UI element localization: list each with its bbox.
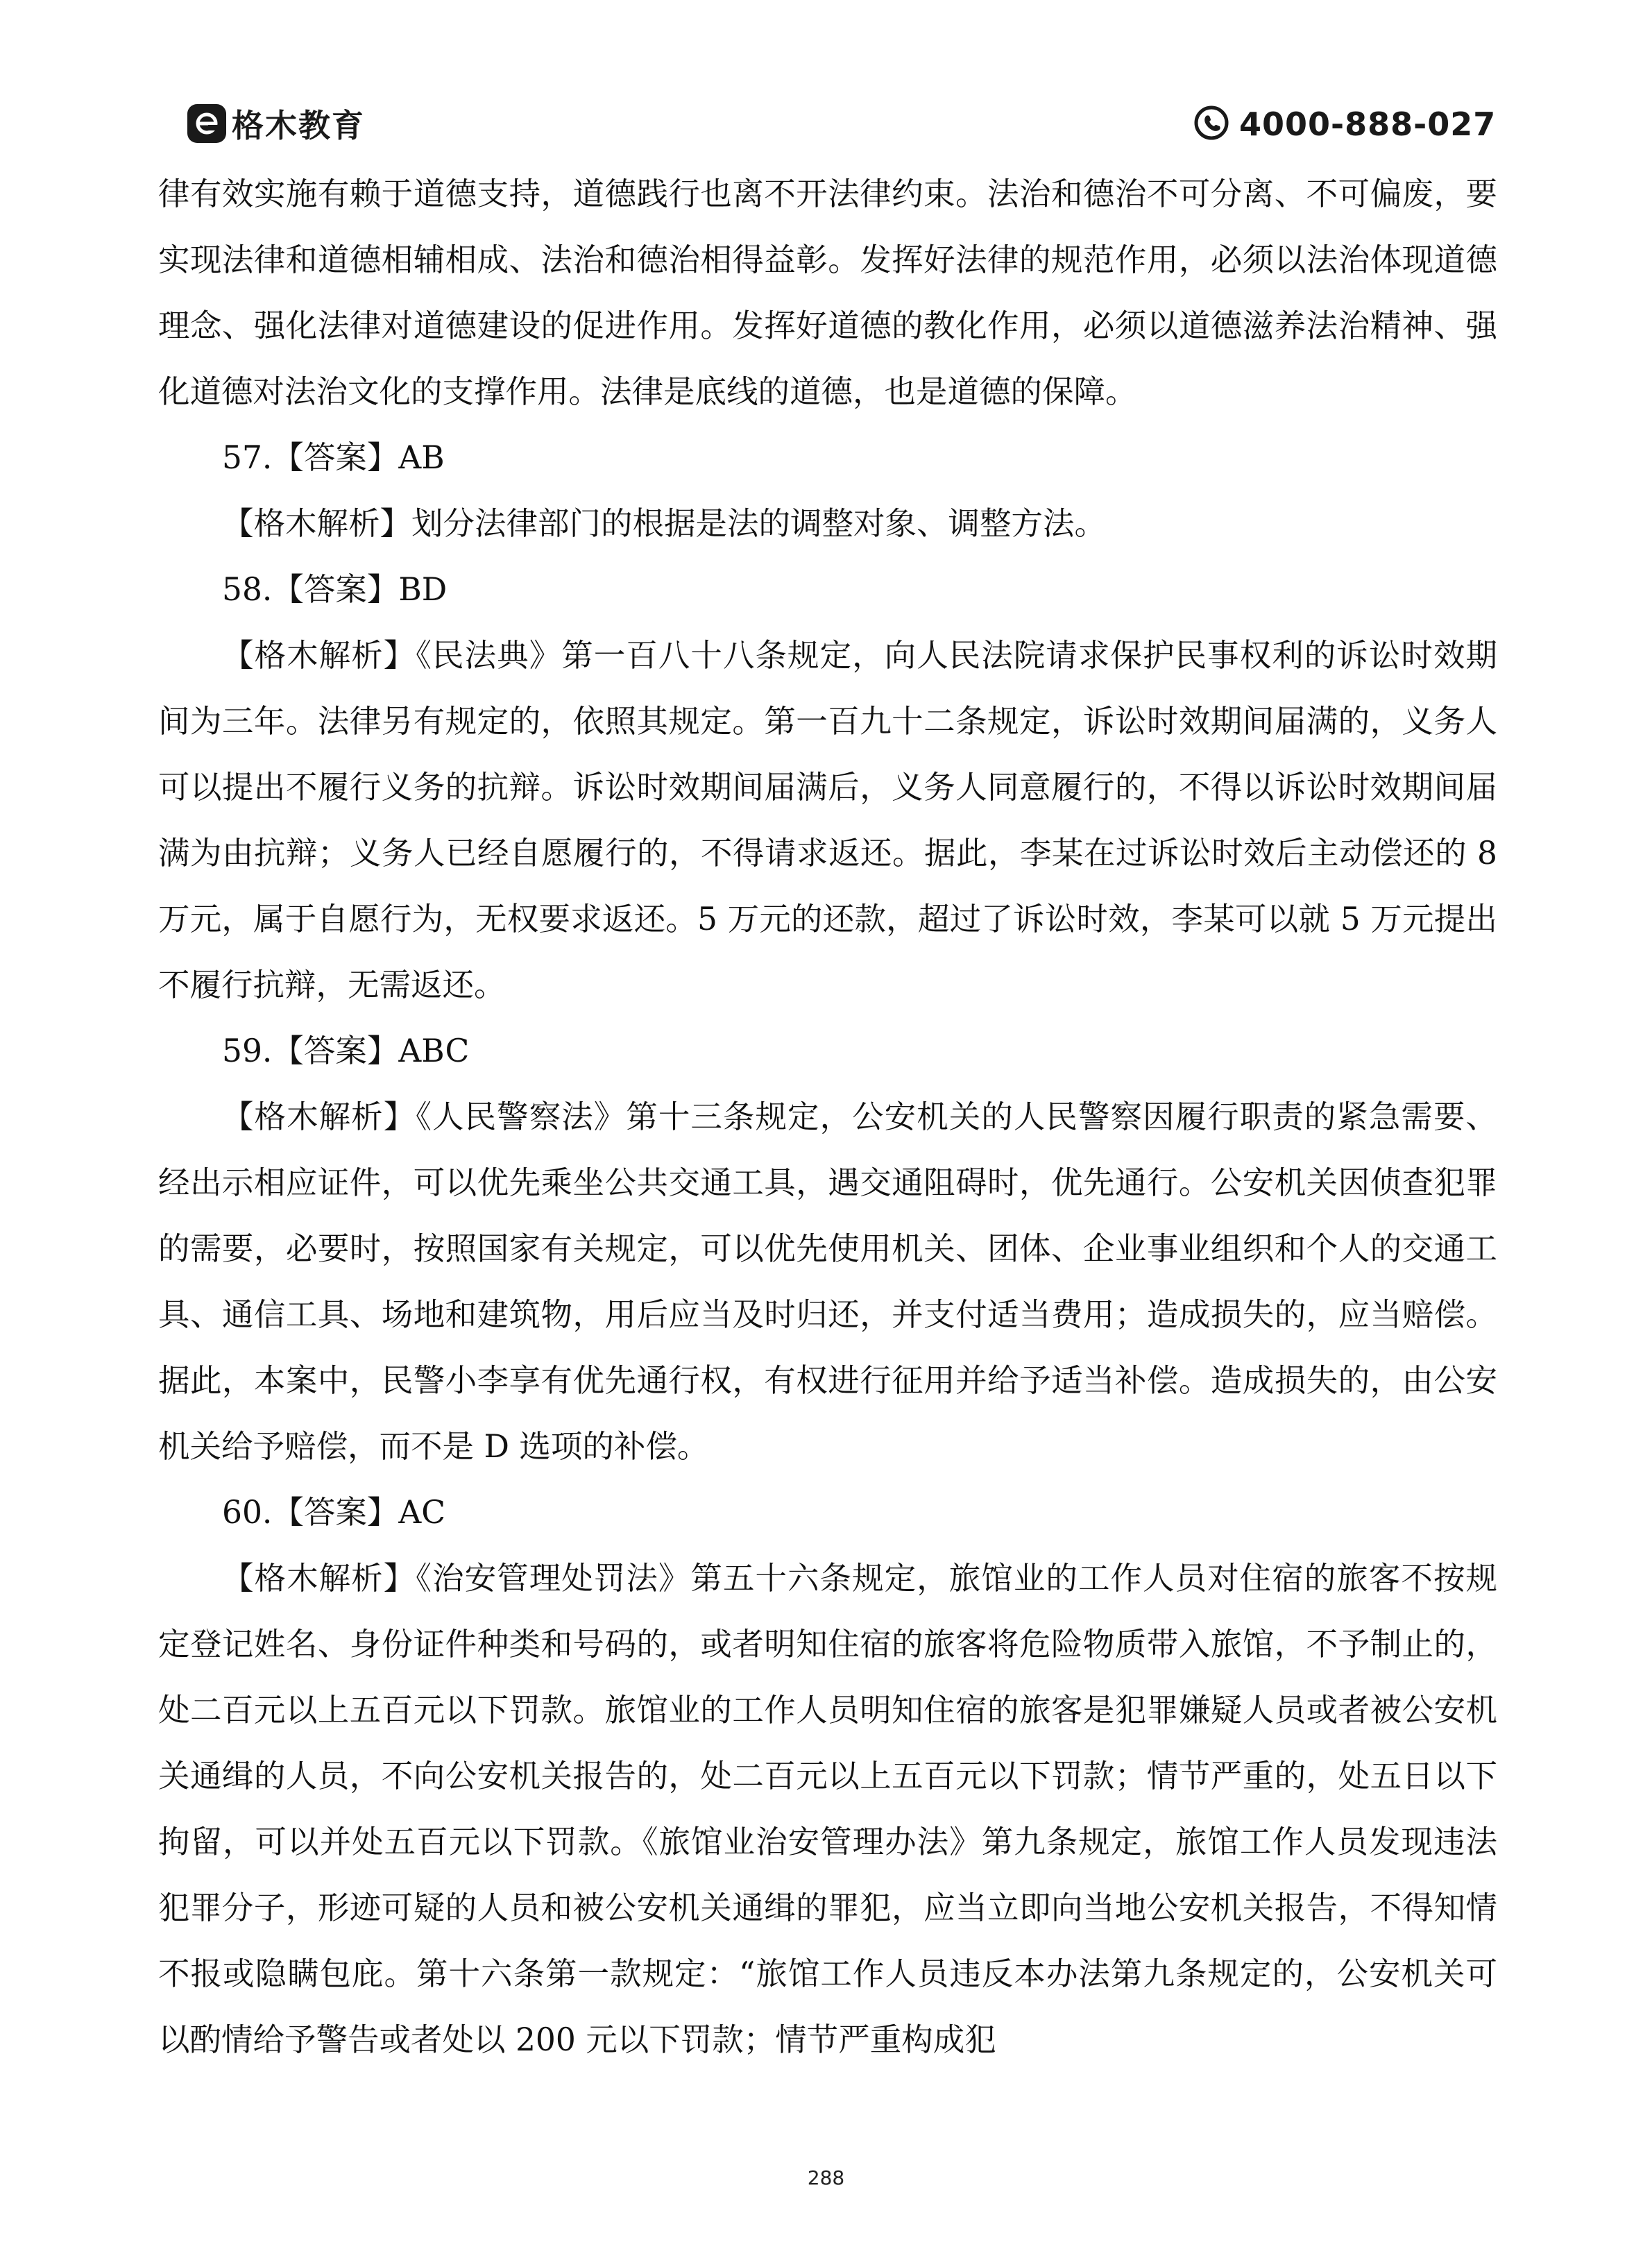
analysis-58: 【格木解析】《民法典》第一百八十八条规定，向人民法院请求保护民事权利的诉讼时效期间为三年。法律另有规定的，依照其规定。第一百九十二条规定，诉讼时效期间届满的，义务人可以提出不履行义务的抗辩。诉讼时效期间届满后，义务人同意履行的，不得以诉讼时效期间届满为由抗辩；义务人已经自愿履行的，不得请求返还。据此，李某在过诉讼时效后主动偿还的 8 万元，属于自愿行为，无权要求返还。5 万元的还款，超过了诉讼时效，李某可以就 5 万元提出不履行抗辩，无需返还。	[158, 637, 1497, 1003]
answer-57: 57.【答案】AB	[222, 439, 445, 476]
answer-59: 59.【答案】ABC	[222, 1033, 470, 1069]
answer-60: 60.【答案】AC	[222, 1494, 446, 1531]
page-content	[158, 161, 1497, 2073]
phone-contact	[1193, 104, 1496, 144]
page-header	[0, 0, 1652, 160]
phone-number: 4000-888-027	[1239, 105, 1497, 143]
intro-paragraph: 律有效实施有赖于道德支持，道德践行也离不开法律约束。法治和德治不可分离、不可偏废，要实现法律和道德相辅相成、法治和德治相得益彰。发挥好法律的规范作用，必须以法治体现道德理念、强化法律对道德建设的促进作用。发挥好道德的教化作用，必须以道德滋养法治精神、强化道德对法治文化的支撑作用。法律是底线的道德，也是道德的保障。	[158, 176, 1497, 410]
page-number: 288	[807, 2166, 845, 2189]
brand	[187, 103, 365, 144]
analysis-57: 【格木解析】划分法律部门的根据是法的调整对象、调整方法。	[222, 505, 1107, 542]
analysis-60: 【格木解析】《治安管理处罚法》第五十六条规定，旅馆业的工作人员对住宿的旅客不按规定登记姓名、身份证件种类和号码的，或者明知住宿的旅客将危险物质带入旅馆，不予制止的，处二百元以上五百元以下罚款。旅馆业的工作人员明知住宿的旅客是犯罪嫌疑人员或者被公安机关通缉的人员，不向公安机关报告的，处二百元以上五百元以下罚款；情节严重的，处五日以下拘留，可以并处五百元以下罚款。《旅馆业治安管理办法》第九条规定，旅馆工作人员发现违法犯罪分子，形迹可疑的人员和被公安机关通缉的罪犯，应当立即向当地公安机关报告，不得知情不报或隐瞒包庇。第十六条第一款规定：“旅馆工作人员违反本办法第九条规定的，公安机关可以酌情给予警告或者处以 200 元以下罚款；情节严重构成犯	[158, 1560, 1497, 2058]
answer-58: 58.【答案】BD	[222, 571, 448, 608]
analysis-59: 【格木解析】《人民警察法》第十三条规定，公安机关的人民警察因履行职责的紧急需要、经出示相应证件，可以优先乘坐公共交通工具，遇交通阻碍时，优先通行。公安机关因侦查犯罪的需要，必要时，按照国家有关规定，可以优先使用机关、团体、企业事业组织和个人的交通工具、通信工具、场地和建筑物，用后应当及时归还，并支付适当费用；造成损失的，应当赔偿。据此，本案中，民警小李享有优先通行权，有权进行征用并给予适当补偿。造成损失的，由公安机关给予赔偿，而不是 D 选项的补偿。	[158, 1098, 1497, 1465]
e-logo-icon	[187, 104, 226, 143]
phone-icon	[1193, 105, 1239, 144]
brand-name: 格木教育	[232, 107, 365, 144]
